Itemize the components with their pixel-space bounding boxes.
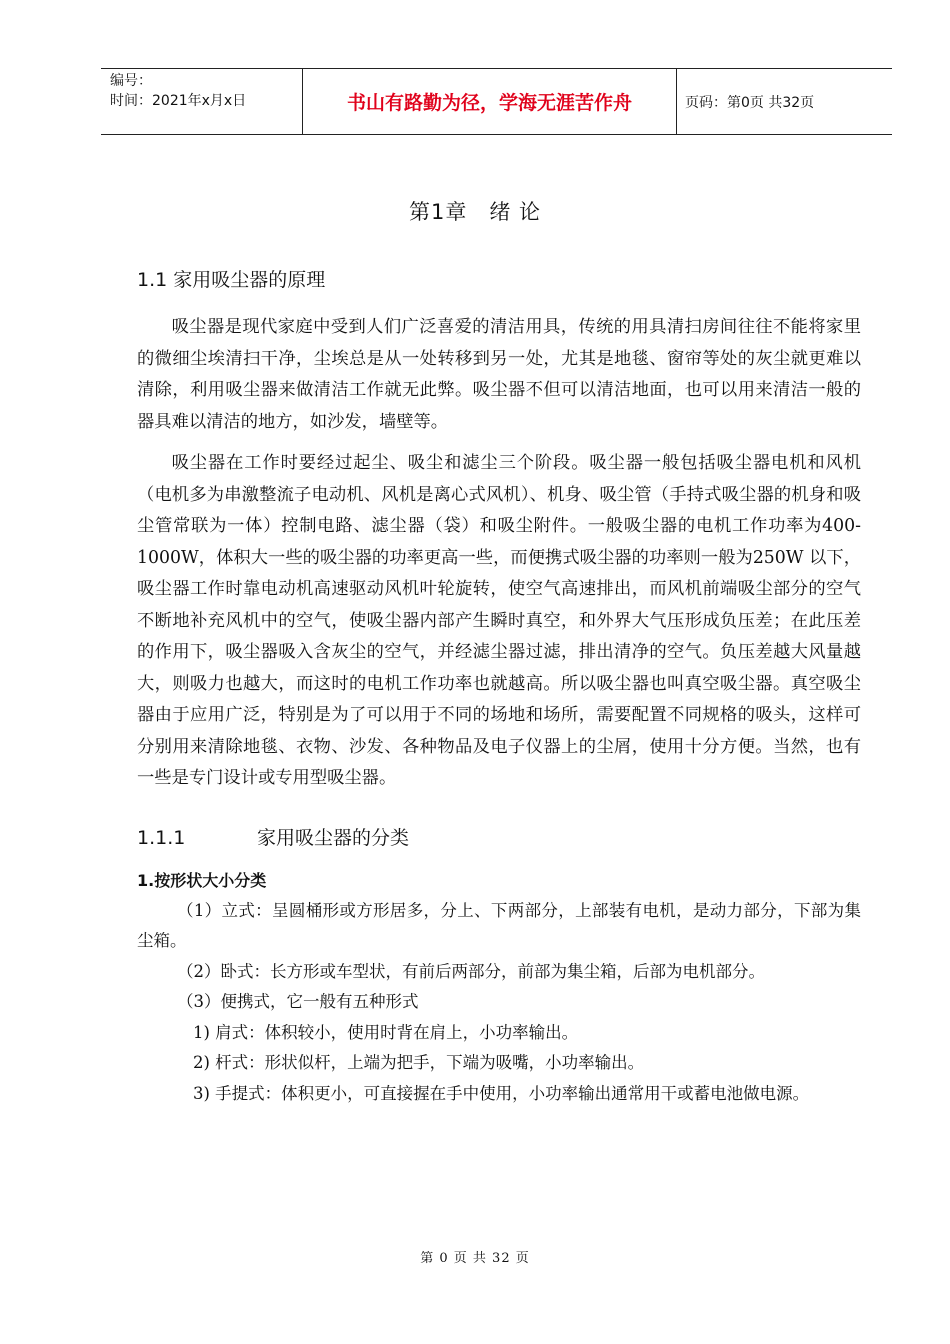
- document-body: [137, 262, 861, 1109]
- paragraph-2: 吸尘器在工作时要经过起尘、吸尘和滤尘三个阶段。吸尘器一般包括吸尘器电机和风机（电机多为串激整流子电动机、风机是离心式风机）、机身、吸尘管（手持式吸尘器的机身和吸尘管常联为一体）控制电路、滤尘器（袋）和吸尘附件。一般吸尘器的电机工作功率为400-1000W，体积大一些的吸尘器的功率更高一些，而便携式吸尘器的功率则一般为250W 以下，吸尘器工作时靠电动机高速驱动风机叶轮旋转，使空气高速排出，而风机前端吸尘部分的空气不断地补充风机中的空气，使吸尘器内部产生瞬时真空，和外界大气压形成负压差；在此压差的作用下，吸尘器吸入含灰尘的空气，并经滤尘器过滤，排出清净的空气。负压差越大风量越大，则吸力也越大，而这时的电机工作功率也就越高。所以吸尘器也叫真空吸尘器。真空吸尘器由于应用广泛，特别是为了可以用于不同的场地和场所，需要配置不同规格的吸头，这样可分别用来清除地毯、衣物、沙发、各种物品及电子仪器上的尘屑，使用十分方便。当然，也有一些是专门设计或专用型吸尘器。: [137, 453, 861, 788]
- time-label: 时间：2021年x月x日: [110, 93, 247, 109]
- list-item: （1）立式：呈圆桶形或方形居多，分上、下两部分，上部装有电机，是动力部分，下部为集尘箱。: [137, 900, 861, 950]
- list-item: 2) 杆式：形状似杆，上端为把手，下端为吸嘴，小功率输出。: [193, 1053, 645, 1072]
- list-item: （3）便携式，它一般有五种形式: [177, 992, 419, 1011]
- section-heading-1-1-1: [137, 820, 861, 856]
- page-footer: 第 0 页 共 32 页: [420, 1251, 530, 1266]
- sub-heading-shape: 1.按形状大小分类: [137, 870, 267, 890]
- chapter-number: 第1章: [408, 200, 468, 224]
- list-item: （2）卧式：长方形或车型状，有前后两部分，前部为集尘箱，后部为电机部分。: [177, 961, 765, 981]
- section-number: 1.1.1: [137, 826, 186, 849]
- section-heading-1-1: 1.1 家用吸尘器的原理: [137, 269, 326, 291]
- header-page-code: 页码：第0页 共32页: [685, 94, 815, 111]
- header-table: [101, 68, 892, 135]
- header-motto: 书山有路勤为径，学海无涯苦作舟: [303, 69, 677, 134]
- serial-label: 编号：: [110, 73, 152, 89]
- chapter-title: [0, 196, 950, 226]
- section-title: 家用吸尘器的分类: [257, 826, 410, 849]
- header-info-cell: [101, 69, 303, 134]
- list-item: 3) 手提式：体积更小，可直接握在手中使用，小功率输出通常用干或蓄电池做电源。: [193, 1083, 810, 1103]
- paragraph-1: 吸尘器是现代家庭中受到人们广泛喜爱的清洁用具，传统的用具清扫房间往往不能将家里的微细尘埃清扫干净，尘埃总是从一处转移到另一处，尤其是地毯、窗帘等处的灰尘就更难以清除，利用吸尘器来做清洁工作就无此弊。吸尘器不但可以清洁地面，也可以用来清洁一般的器具难以清洁的地方，如沙发，墙壁等。: [137, 317, 861, 432]
- list-item: 1) 肩式：体积较小，使用时背在肩上，小功率输出。: [193, 1022, 579, 1042]
- chapter-name: 绪 论: [489, 200, 542, 224]
